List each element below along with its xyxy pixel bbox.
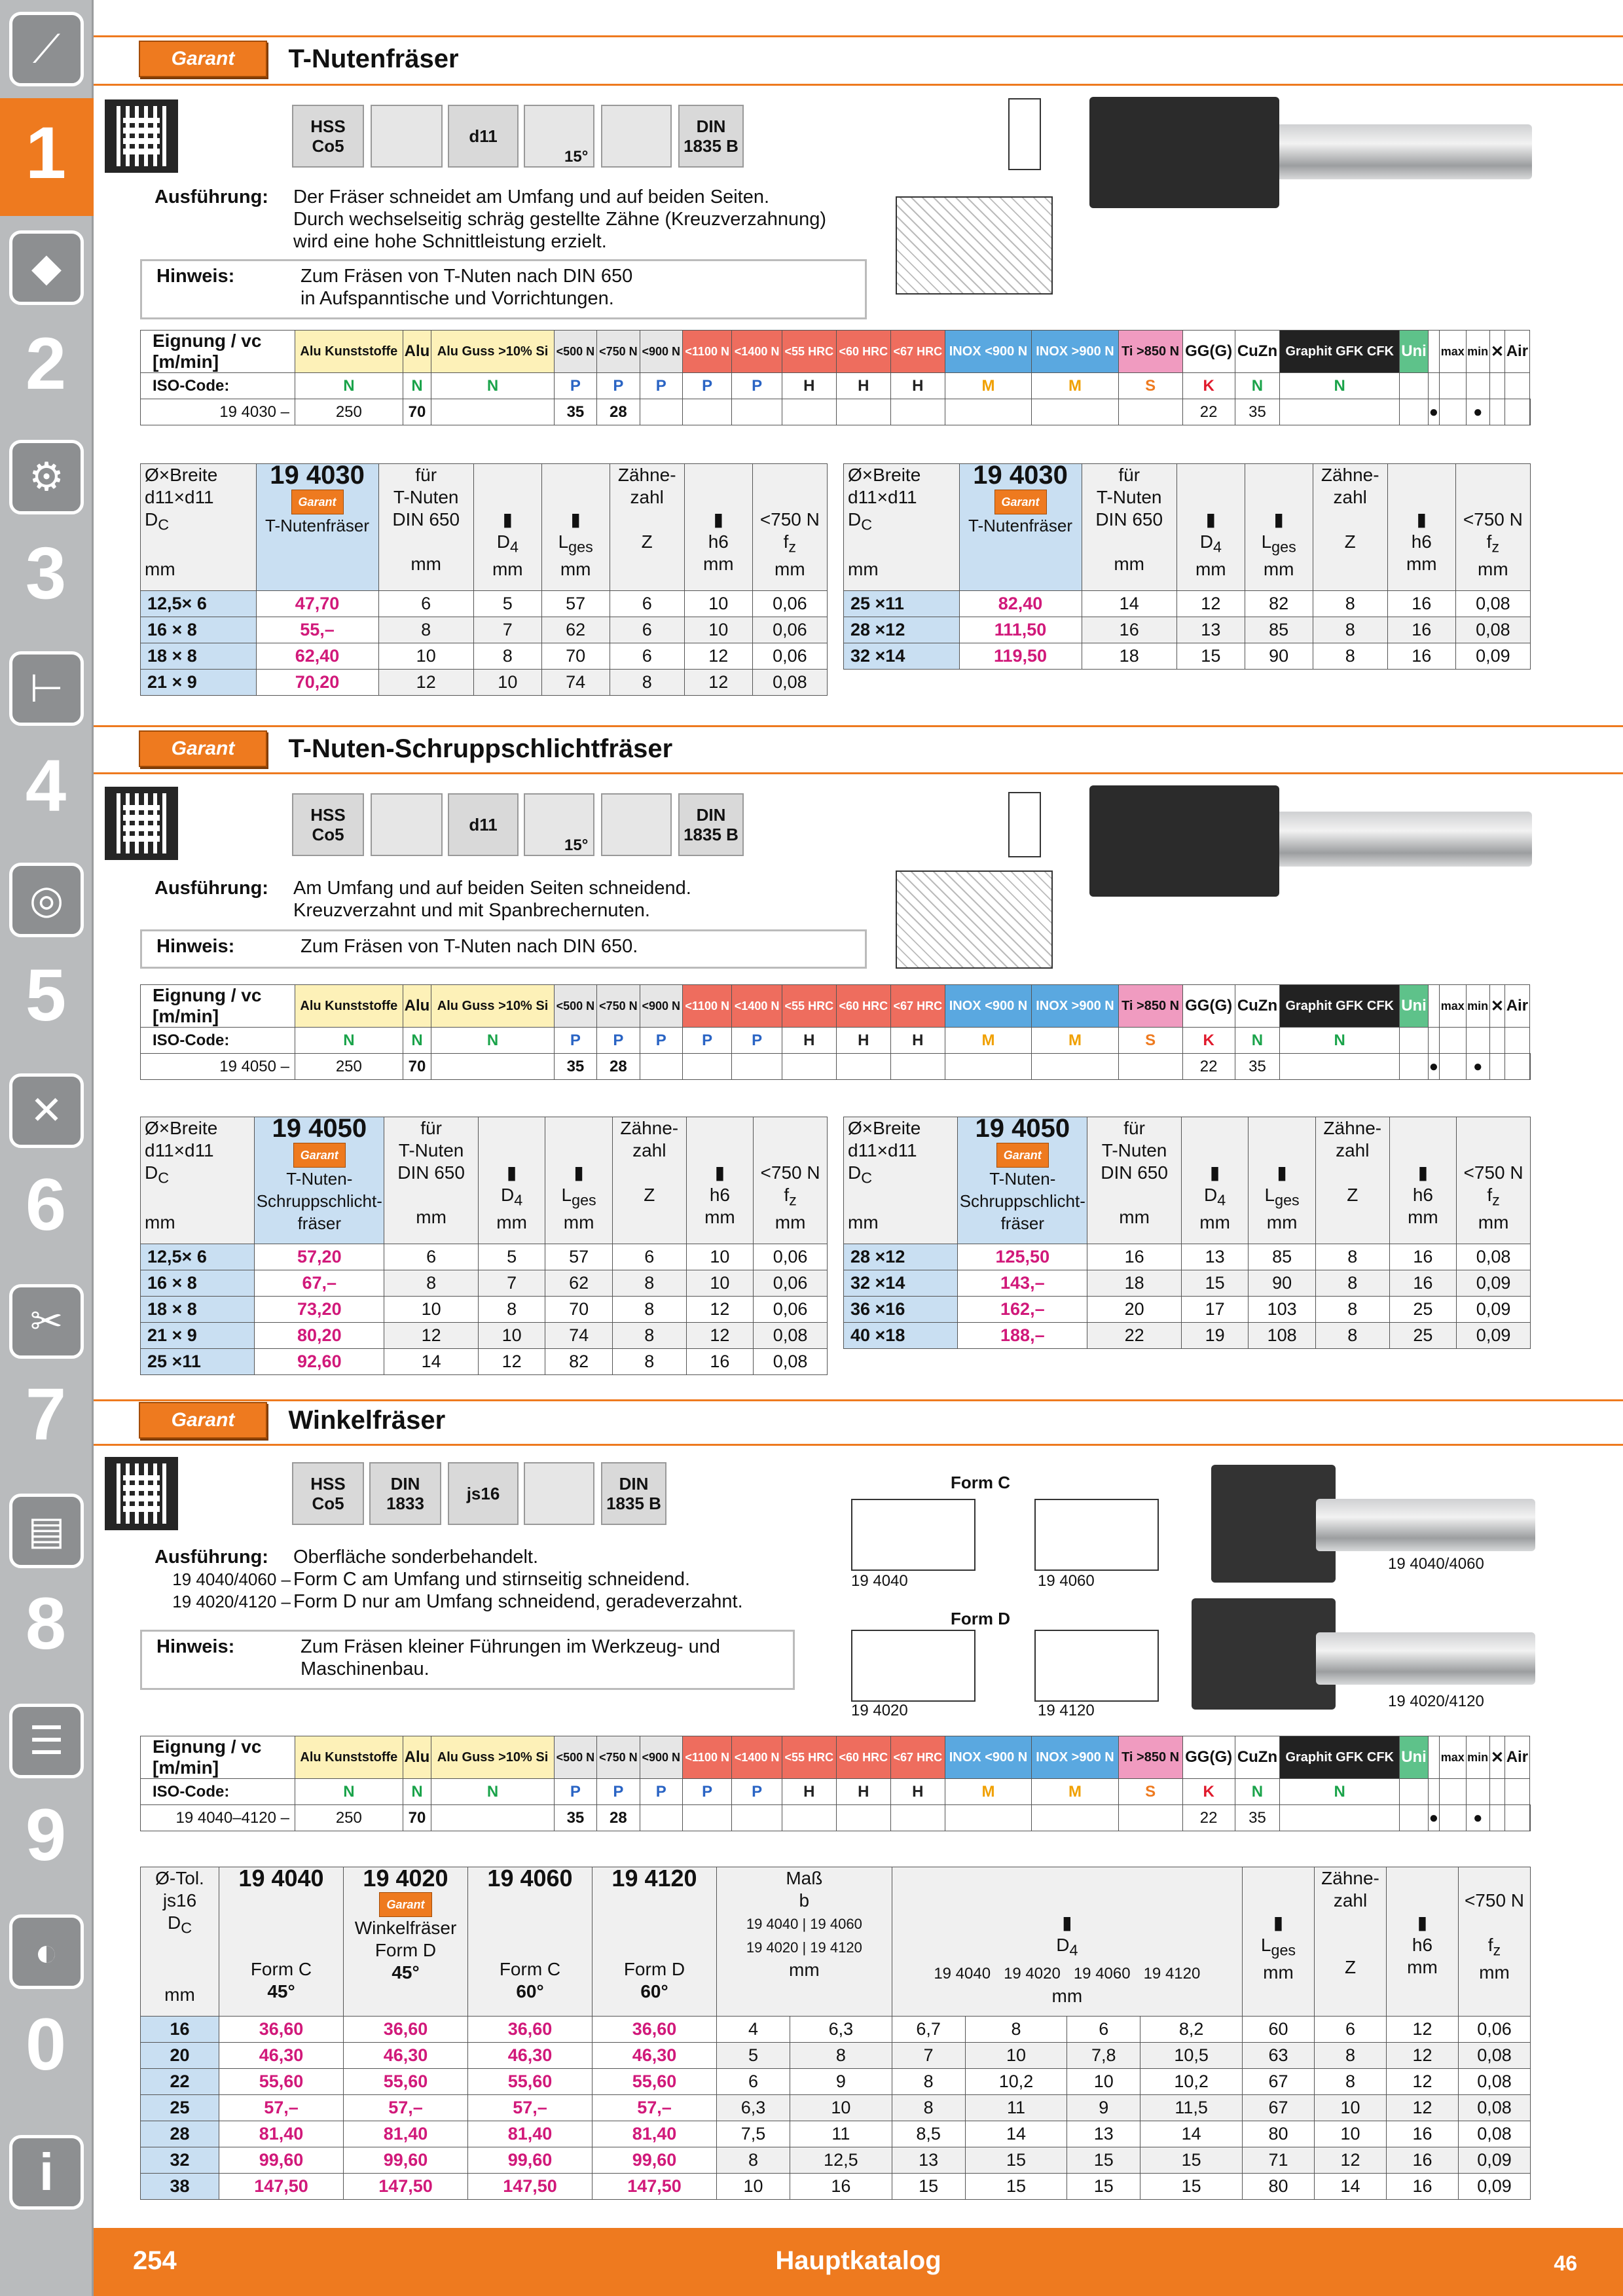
ausfuehrung-block: Ausführung: Oberfläche sonderbehandelt. 19 4040/4060 – Form C am Umfang und stirnseitig schneidend. 19 4020/4120 – Form D nur am Umfang schneidend, geradeverzahnt.: [155, 1547, 743, 1612]
chapter-2[interactable]: 2: [25, 323, 67, 404]
tool-head-image: [1089, 785, 1279, 897]
diagram-code: 19 4120: [1038, 1702, 1095, 1719]
form-c-45-diagram: [851, 1499, 976, 1571]
no-coolant-icon: ✕: [1489, 331, 1504, 373]
image-label: 19 4020/4120: [1388, 1693, 1484, 1710]
section-divider: [94, 1399, 1623, 1401]
tool-head-image: [1089, 97, 1279, 208]
qr-code[interactable]: [105, 787, 178, 860]
section-header-2: [139, 730, 672, 770]
spec-din: DIN 1833: [369, 1462, 441, 1525]
eignung-table-2: Eignung / vc [m/min] Alu Kunststoffe Alu Alu Guss >10% Si <500 N <750 N <900 N <1100 N <1400 N <55 HRC <60 HRC <67 HRC INOX <900 N INOX >900 N Ti >850 N GG(G) CuZn Graphit GFK CFK Uni max min ✕ Air ISO-Code: N N N P P P P P H H H M M S K N N 19 4050 – 250 70 35 28 22 35 ● ●: [140, 984, 1531, 1080]
table-row: 18 × 8 73,20 10 8 70 8 12 0,06: [141, 1297, 828, 1323]
spec-material: HSS Co5: [292, 1462, 364, 1525]
table-row: 28 81,40 81,40 81,40 81,40 7,5 11 8,5 14 13 14 80 10 16 0,08: [141, 2121, 1531, 2147]
form-d-45-diagram: [851, 1630, 976, 1702]
table-row: 38 147,50 147,50 147,50 147,50 10 16 15 15 15 15 80 14 16 0,09: [141, 2174, 1531, 2200]
footer-bar: [94, 2228, 1623, 2296]
garant-logo: Garant: [139, 730, 267, 767]
table-row: 12,5× 6 57,20 6 5 57 6 10 0,06: [141, 1244, 828, 1270]
section-title: T-Nuten-Schruppschlichtfräser: [288, 734, 673, 763]
pliers-icon[interactable]: ✂: [9, 1284, 84, 1359]
helix-angle-icon: 15°: [524, 105, 594, 168]
article-code: 19 4050: [272, 1114, 367, 1143]
din-badge: DIN 1835 B: [678, 105, 744, 168]
coolant-icon: [1428, 1736, 1439, 1779]
helix-angle-icon: 15°: [524, 793, 594, 856]
table-row: 16 × 8 55,– 8 7 62 6 10 0,06: [141, 617, 828, 643]
chapter-6[interactable]: 6: [25, 1164, 67, 1246]
qr-code[interactable]: [105, 99, 178, 173]
eignung-table-3: Eignung / vc [m/min] Alu Kunststoffe Alu Alu Guss >10% Si <500 N <750 N <900 N <1100 N <1400 N <55 HRC <60 HRC <67 HRC INOX <900 N INOX >900 N Ti >850 N GG(G) CuZn Graphit GFK CFK Uni max min ✕ Air ISO-Code: N N N P P P P P H H H M M S K N N 19 4040–4120 – 250 70 35 28 22 35 ● ●: [140, 1736, 1531, 1831]
spec-tolerance: d11: [448, 105, 519, 168]
form-c-label: Form C: [951, 1473, 1010, 1492]
tool-shank-image: [1270, 812, 1532, 867]
table-row: 32 99,60 99,60 99,60 99,60 8 12,5 13 15 15 15 71 12 16 0,09: [141, 2147, 1531, 2174]
section-divider: [94, 84, 1623, 86]
section-divider: [94, 772, 1623, 774]
wrench-icon[interactable]: ✕: [9, 1073, 84, 1148]
garant-logo: Garant: [139, 41, 267, 77]
din-badge: DIN 1835 B: [601, 1462, 666, 1525]
article-table: Ø×Breite d11×d11 $D_C$ mm 19 4030 Garant T-Nutenfräser für T-Nuten DIN 650 mm ▮ $D_4$ mm ▮ $L_{ges}$ mm Zähne- zahl Z ▮ h6 mm <750 N $f_z$ mm 25 ×11 82,40 14 12 82 8 16 0,08 28 ×12 111,50 16 13 85 8 16 0,08 32 ×14 119,50 18 15 90 8 16 0,09: [843, 463, 1531, 670]
hinweis-box: Hinweis: Zum Fräsen von T-Nuten nach DIN 650 in Aufspanntische und Vorrichtungen.: [140, 259, 867, 319]
chapter-8[interactable]: 8: [25, 1583, 67, 1664]
table-row: 40 ×18 188,– 22 19 108 8 25 0,09: [844, 1323, 1531, 1349]
table-row: 22 55,60 55,60 55,60 55,60 6 9 8 10,2 10 10,2 67 8 12 0,08: [141, 2069, 1531, 2095]
diagram-code: 19 4020: [851, 1702, 908, 1719]
ausfuehrung-block: Ausführung: Am Umfang und auf beiden Seiten schneidend. Kreuzverzahnt und mit Spanbrechernuten.: [155, 878, 691, 921]
chapter-5[interactable]: 5: [25, 954, 67, 1036]
spec-tolerance: d11: [448, 793, 519, 856]
image-label: 19 4040/4060: [1388, 1555, 1484, 1573]
article-code: 19 4030: [973, 461, 1068, 490]
no-coolant-icon: ✕: [1489, 985, 1504, 1028]
form-d-label: Form D: [951, 1609, 1010, 1628]
table-row: 28 ×12 111,50 16 13 85 8 16 0,08: [844, 617, 1531, 643]
tool-shank-image: [1270, 124, 1532, 179]
section-divider: [94, 1444, 1623, 1446]
article-code: 19 4030: [270, 461, 365, 490]
table-row: 25 ×11 82,40 14 12 82 8 16 0,08: [844, 591, 1531, 617]
din-badge: DIN 1835 B: [678, 793, 744, 856]
form-d-60-diagram: [1034, 1630, 1159, 1702]
page-number: 254: [133, 2246, 177, 2275]
garant-logo: Garant: [139, 1402, 267, 1439]
section-divider: [94, 35, 1623, 37]
spec-tolerance: js16: [448, 1462, 519, 1525]
table-row: 12,5× 6 47,70 6 5 57 6 10 0,06: [141, 591, 828, 617]
cross-teeth-icon: [371, 793, 443, 856]
caliper-icon[interactable]: ⊢: [9, 651, 84, 726]
section-title: Winkelfräser: [288, 1405, 446, 1435]
winkelfraeser-table: Ø-Tol. js16 $D_C$ mm 19 4040 Form C 45° 19 4020 Garant Winkelfräser Form D 45° 19 4060 Form C 60° 19 4120 Form D 60° Maß b 19 4040 | 19 4060 19 4020 | 19 4120 mm ▮ $D_4$ 19 4040 19 4020 19 4060 19 4120 mm ▮ $L_{ges}$ mm Zähne- zahl Z ▮ h6 mm <750 N $f_z$ mm 16 36,60 36,60 36,60 36,60 4 6,3 6,7 8 6 8,2 60 6 12 0,06 20 46,30 46,30 46,30 46,30 5 8 7 10 7,8 10,5 63 8 12 0,08 22 55,60 55,60 55,60 55,60 6 9 8 10,2 10 10,2 67 8 12 0,08 25 57,– 57,– 57,– 57,– 6,3 10 8 11 9 11,5 67 10 12 0,08 28 81,40 81,40 81,40 81,40 7,5 11 8,5 14 13 14 80 10 16 0,08 32 99,60 99,60 99,60 99,60 8 12,5 13 15 15 15 71 12 16 0,09 38 147,50 147,50 147,50 147,50 10 16 15 15 15 15 80 14 16 0,09: [140, 1867, 1531, 2200]
cross-teeth-icon: [371, 105, 443, 168]
form-c-60-diagram: [1034, 1499, 1159, 1571]
no-coolant-icon: ✕: [1489, 1736, 1504, 1779]
chapter-1[interactable]: 1: [25, 112, 67, 194]
chapter-7[interactable]: 7: [25, 1373, 67, 1455]
article-table: Ø×Breite d11×d11 $D_C$ mm 19 4030 Garant T-Nutenfräser für T-Nuten DIN 650 mm ▮ $D_4$ mm ▮ $L_{ges}$ mm Zähne- zahl Z ▮ h6 mm <750 N $f_z$ mm 12,5× 6 47,70 6 5 57 6 10 0,06 16 × 8 55,– 8 7 62 6 10 0,06 18 × 8 62,40 10 8 70 6 12 0,06 21 × 9 70,20 12 10 74 8 12 0,08: [140, 463, 828, 696]
safety-goggles-icon[interactable]: ◐: [9, 1914, 84, 1989]
footer-index: 46: [1554, 2251, 1577, 2275]
info-icon[interactable]: i: [9, 2135, 84, 2210]
insert-icon[interactable]: ◆: [9, 230, 84, 305]
tap-icon[interactable]: ⚙: [9, 440, 84, 514]
table-row: 21 × 9 70,20 12 10 74 8 12 0,08: [141, 670, 828, 696]
ausfuehrung-block: Ausführung: Der Fräser schneidet am Umfang und auf beiden Seiten. Durch wechselseitig schräg gestellte Zähne (Kreuzverzahnung) wird eine hohe Schnittleistung erzielt.: [155, 187, 827, 252]
shank-icon: [601, 793, 672, 856]
angle-diagram: [1008, 98, 1041, 170]
table-row: 20 46,30 46,30 46,30 46,30 5 8 7 10 7,8 10,5 63 8 12 0,08: [141, 2043, 1531, 2069]
table-row: 36 ×16 162,– 20 17 103 8 25 0,09: [844, 1297, 1531, 1323]
saw-icon[interactable]: ◎: [9, 863, 84, 937]
table-row: 32 ×14 143,– 18 15 90 8 16 0,09: [844, 1270, 1531, 1297]
shank-icon: [601, 105, 672, 168]
eignung-table-1: Eignung / vc [m/min] Alu Kunststoffe Alu Alu Guss >10% Si <500 N <750 N <900 N <1100 N <1400 N <55 HRC <60 HRC <67 HRC INOX <900 N INOX >900 N Ti >850 N GG(G) CuZn Graphit GFK CFK Uni max min ✕ Air ISO-Code: N N N P P P P P H H H M M S K N N 19 4030 – 250 70 35 28 22 35 ● ●: [140, 330, 1531, 425]
angle-diagram: [1008, 792, 1041, 857]
chapter-4[interactable]: 4: [25, 745, 67, 827]
section-divider: [94, 725, 1623, 727]
drill-icon[interactable]: ⟋: [9, 12, 84, 86]
section-header-3: [139, 1402, 445, 1441]
diagram-code: 19 4040: [851, 1572, 908, 1590]
toolbox-icon[interactable]: ▤: [9, 1494, 84, 1568]
table-row: 21 × 9 80,20 12 10 74 8 12 0,08: [141, 1323, 828, 1349]
qr-code[interactable]: [105, 1457, 178, 1530]
tool-head-image: [1192, 1598, 1336, 1710]
tool-shank-image: [1316, 1632, 1535, 1685]
t-slot-diagram: [896, 870, 1053, 969]
table-row: 18 × 8 62,40 10 8 70 6 12 0,06: [141, 643, 828, 670]
footer-title: Hauptkatalog: [775, 2246, 941, 2275]
coolant-icon: [1428, 985, 1439, 1028]
cabinet-icon[interactable]: ☰: [9, 1704, 84, 1778]
spec-material: HSS Co5: [292, 793, 364, 856]
hinweis-box: Hinweis: Zum Fräsen von T-Nuten nach DIN 650.: [140, 929, 867, 969]
section-header-1: [139, 41, 459, 80]
coolant-icon: [1428, 331, 1439, 373]
t-slot-diagram: [896, 196, 1053, 295]
tool-shank-image: [1316, 1499, 1535, 1551]
section-title: T-Nutenfräser: [288, 44, 459, 73]
table-row: 32 ×14 119,50 18 15 90 8 16 0,09: [844, 643, 1531, 670]
chapter-sidebar: [0, 0, 94, 2296]
shank-icon: [524, 1462, 594, 1525]
article-table: Ø×Breite d11×d11 $D_C$ mm 19 4050 Garant T-Nuten-Schruppschlicht-fräser für T-Nuten DIN 650 mm ▮ $D_4$ mm ▮ $L_{ges}$ mm Zähne- zahl Z ▮ h6 mm <750 N $f_z$ mm 28 ×12 125,50 16 13 85 8 16 0,08 32 ×14 143,– 18 15 90 8 16 0,09 36 ×16 162,– 20 17 103 8 25 0,09 40 ×18 188,– 22 19 108 8 25 0,09: [843, 1117, 1531, 1349]
table-row: 28 ×12 125,50 16 13 85 8 16 0,08: [844, 1244, 1531, 1270]
chapter-9[interactable]: 9: [25, 1794, 67, 1876]
article-code: 19 4050: [975, 1114, 1070, 1143]
chapter-3[interactable]: 3: [25, 532, 67, 614]
hinweis-box: Hinweis: Zum Fräsen kleiner Führungen im Werkzeug- und Maschinenbau.: [140, 1630, 795, 1690]
article-table: Ø×Breite d11×d11 $D_C$ mm 19 4050 Garant T-Nuten-Schruppschlicht-fräser für T-Nuten DIN 650 mm ▮ $D_4$ mm ▮ $L_{ges}$ mm Zähne- zahl Z ▮ h6 mm <750 N $f_z$ mm 12,5× 6 57,20 6 5 57 6 10 0,06 16 × 8 67,– 8 7 62 8 10 0,06 18 × 8 73,20 10 8 70 8 12 0,06 21 × 9 80,20 12 10 74 8 12 0,08 25 ×11 92,60 14 12 82 8 16 0,08: [140, 1117, 828, 1375]
table-row: 16 36,60 36,60 36,60 36,60 4 6,3 6,7 8 6 8,2 60 6 12 0,06: [141, 2017, 1531, 2043]
table-row: 25 ×11 92,60 14 12 82 8 16 0,08: [141, 1349, 828, 1375]
table-row: 25 57,– 57,– 57,– 57,– 6,3 10 8 11 9 11,5 67 10 12 0,08: [141, 2095, 1531, 2121]
spec-material: HSS Co5: [292, 105, 364, 168]
table-row: 16 × 8 67,– 8 7 62 8 10 0,06: [141, 1270, 828, 1297]
diagram-code: 19 4060: [1038, 1572, 1095, 1590]
chapter-0[interactable]: 0: [25, 2003, 67, 2085]
